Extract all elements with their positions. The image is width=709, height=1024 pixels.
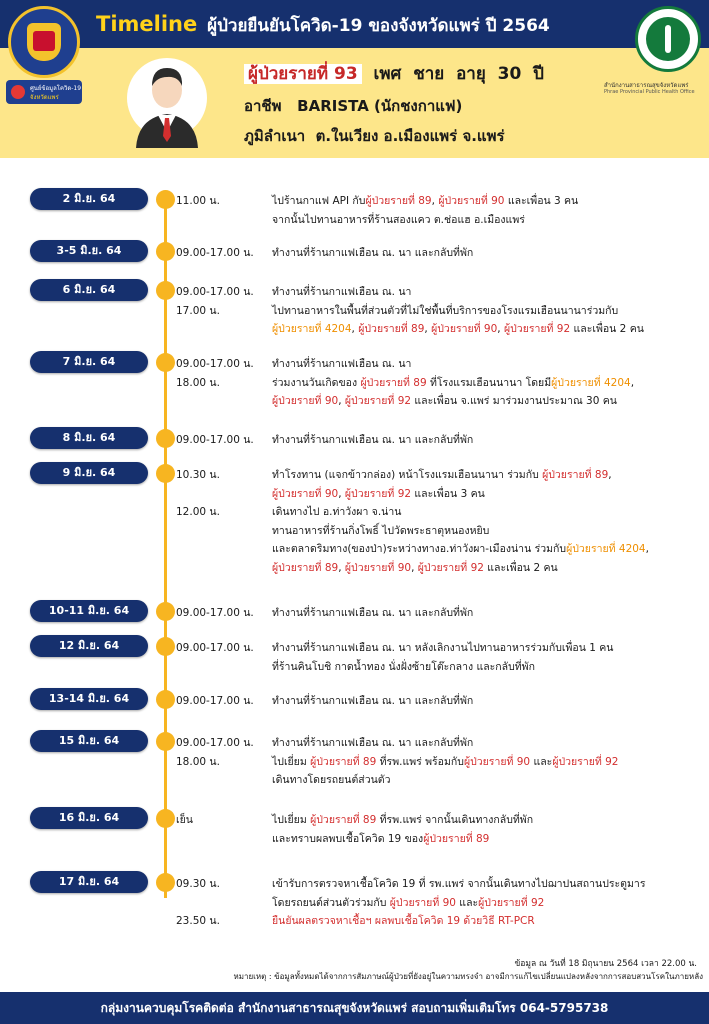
event-time: 09.30 น. bbox=[176, 878, 220, 890]
data-as-of-note: ข้อมูล ณ วันที่ 18 มิถุนายน 2564 เวลา 22.00 น. bbox=[514, 959, 697, 969]
title-bar bbox=[0, 0, 709, 48]
remark-note: หมายเหตุ : ข้อมูลทั้งหมดได้จากการสัมภาษณ์ผู้ป่วยที่ยังอยู่ในความทรงจำ อาจมีการแก้ไขเปลี่ยนแปลงหลังจากการสอบสวนโรคในภายหลัง bbox=[233, 972, 703, 981]
event-description: ไปทานอาหารในพื้นที่ส่วนตัวที่ไม่ใช่พื้นที่บริการของโรงแรมเฮือนนานาร่วมกับ bbox=[272, 304, 619, 317]
event-description: เดินทางโดยรถยนต์ส่วนตัว bbox=[272, 774, 391, 786]
event-time: 09.00-17.00 น. bbox=[176, 434, 254, 446]
timeline-dot bbox=[156, 429, 175, 448]
event-time: 09.00-17.00 น. bbox=[176, 695, 254, 707]
date-pill: 7 มิ.ย. 64 bbox=[30, 351, 148, 373]
age-value: 30 bbox=[497, 64, 522, 84]
covid-center-line1: ศูนย์ข้อมูลโควิด-19 bbox=[30, 85, 82, 92]
virus-icon bbox=[11, 85, 25, 99]
event-description: ที่ร้านคินโบชิ กาดน้ำทอง นั่งฝั่งซ้ายโต๊ะกลาง และกลับที่พัก bbox=[272, 660, 535, 673]
event-description: ทำโรงทาน (แจกข้าวกล่อง) หน้าโรงแรมเฮือนนานา ร่วมกับ ผู้ป่วยรายที่ 89, bbox=[272, 469, 612, 481]
title-keyword: Timeline bbox=[96, 12, 198, 36]
event-time: 09.00-17.00 น. bbox=[176, 247, 254, 259]
event-description: ผู้ป่วยรายที่ 90, ผู้ป่วยรายที่ 92 และเพื่อน 3 คน bbox=[272, 487, 485, 500]
patient-number: ผู้ป่วยรายที่ 93 bbox=[244, 64, 362, 84]
date-pill: 3-5 มิ.ย. 64 bbox=[30, 240, 148, 262]
event-description: ผู้ป่วยรายที่ 4204, ผู้ป่วยรายที่ 89, ผู้ป่วยรายที่ 90, ผู้ป่วยรายที่ 92 และเพื่อน 2 คน bbox=[272, 323, 644, 335]
event-description: ทำงานที่ร้านกาแฟเฮือน ณ. นา bbox=[272, 286, 412, 298]
event-time: 09.00-17.00 น. bbox=[176, 358, 254, 370]
occupation-value: BARISTA (นักชงกาแฟ) bbox=[297, 97, 463, 115]
event-description: ทานอาหารที่ร้านกิ่งโพธิ์ ไปวัดพระธาตุหนองหยิบ bbox=[272, 524, 490, 537]
event-description: ผู้ป่วยรายที่ 90, ผู้ป่วยรายที่ 92 และเพื่อน จ.แพร่ มาร่วมงานประมาณ 30 คน bbox=[272, 395, 617, 407]
date-pill: 9 มิ.ย. 64 bbox=[30, 462, 148, 484]
occupation-label: อาชีพ bbox=[244, 97, 282, 115]
sex-value: ชาย bbox=[413, 64, 445, 84]
event-description: เข้ารับการตรวจหาเชื้อโควิด 19 ที่ รพ.แพร่ จากนั้นเดินทางไปฌาปนสถานประตูมาร bbox=[272, 878, 646, 890]
patient-id-line bbox=[244, 60, 544, 87]
event-description: ทำงานที่ร้านกาแฟเฮือน ณ. นา และกลับที่พัก bbox=[272, 737, 474, 749]
event-time: 11.00 น. bbox=[176, 195, 220, 207]
timeline-dot bbox=[156, 464, 175, 483]
date-pill: 16 มิ.ย. 64 bbox=[30, 807, 148, 829]
event-description: ทำงานที่ร้านกาแฟเฮือน ณ. นา และกลับที่พัก bbox=[272, 695, 474, 707]
event-description: ยืนยันผลตรวจหาเชื้อฯ ผลพบเชื้อโควิด 19 ด้วยวิธี RT-PCR bbox=[272, 915, 535, 927]
timeline-dot bbox=[156, 190, 175, 209]
event-description: ทำงานที่ร้านกาแฟเฮือน ณ. นา หลังเลิกงานไปทานอาหารร่วมกับเพื่อน 1 คน bbox=[272, 642, 614, 654]
timeline-dot bbox=[156, 873, 175, 892]
date-pill: 10-11 มิ.ย. 64 bbox=[30, 600, 148, 622]
event-time: เย็น bbox=[176, 814, 193, 826]
event-description: จากนั้นไปทานอาหารที่ร้านสองแคว ต.ช่อแฮ อ.เมืองแพร่ bbox=[272, 213, 525, 226]
timeline-dot bbox=[156, 353, 175, 372]
event-description: ทำงานที่ร้านกาแฟเฮือน ณ. นา bbox=[272, 358, 412, 370]
event-time: 23.50 น. bbox=[176, 915, 220, 927]
event-description: ไปเยี่ยม ผู้ป่วยรายที่ 89 ที่รพ.แพร่ พร้อมกับผู้ป่วยรายที่ 90 และผู้ป่วยรายที่ 92 bbox=[272, 755, 619, 768]
timeline-dot bbox=[156, 242, 175, 261]
date-pill: 15 มิ.ย. 64 bbox=[30, 730, 148, 752]
event-time: 09.00-17.00 น. bbox=[176, 642, 254, 654]
patient-avatar-icon bbox=[126, 52, 208, 148]
event-time: 12.00 น. bbox=[176, 506, 220, 518]
event-time: 18.00 น. bbox=[176, 755, 220, 768]
event-time: 09.00-17.00 น. bbox=[176, 737, 254, 749]
event-description: ไปเยี่ยม ผู้ป่วยรายที่ 89 ที่รพ.แพร่ จากนั้นเดินทางกลับที่พัก bbox=[272, 814, 534, 826]
timeline-dot bbox=[156, 809, 175, 828]
event-description: ผู้ป่วยรายที่ 89, ผู้ป่วยรายที่ 90, ผู้ป่วยรายที่ 92 และเพื่อน 2 คน bbox=[272, 561, 558, 574]
event-description: และตลาดริมทาง(ของป่า)ระหว่างทางอ.ท่าวังผา-เมืองน่าน ร่วมกับผู้ป่วยรายที่ 4204, bbox=[272, 543, 649, 555]
hometown-value: ต.ในเวียง อ.เมืองแพร่ จ.แพร่ bbox=[315, 127, 505, 145]
sex-label: เพศ bbox=[373, 64, 402, 84]
timeline-dot bbox=[156, 732, 175, 751]
age-unit: ปี bbox=[533, 64, 544, 84]
date-pill: 12 มิ.ย. 64 bbox=[30, 635, 148, 657]
covid-center-badge bbox=[6, 80, 82, 104]
event-description: เดินทางไป อ.ท่าวังผา จ.น่าน bbox=[272, 506, 402, 518]
age-label: อายุ bbox=[456, 64, 486, 84]
event-time: 17.00 น. bbox=[176, 304, 220, 317]
timeline-dot bbox=[156, 690, 175, 709]
hometown-line bbox=[244, 124, 505, 148]
timeline-dot bbox=[156, 637, 175, 656]
event-time: 09.00-17.00 น. bbox=[176, 286, 254, 298]
event-time: 09.00-17.00 น. bbox=[176, 607, 254, 619]
province-seal-logo bbox=[8, 6, 80, 78]
date-pill: 6 มิ.ย. 64 bbox=[30, 279, 148, 301]
event-description: ทำงานที่ร้านกาแฟเฮือน ณ. นา และกลับที่พัก bbox=[272, 247, 474, 259]
occupation-line bbox=[244, 94, 462, 118]
event-description: ทำงานที่ร้านกาแฟเฮือน ณ. นา และกลับที่พัก bbox=[272, 607, 474, 619]
event-time: 10.30 น. bbox=[176, 469, 220, 481]
title-text: ผู้ป่วยยืนยันโควิด-19 ของจังหวัดแพร่ ปี 2564 bbox=[207, 16, 550, 36]
covid-center-line2: จังหวัดแพร่ bbox=[30, 94, 59, 101]
event-description: ทำงานที่ร้านกาแฟเฮือน ณ. นา และกลับที่พัก bbox=[272, 434, 474, 446]
date-pill: 2 มิ.ย. 64 bbox=[30, 188, 148, 210]
timeline-dot bbox=[156, 281, 175, 300]
timeline-axis bbox=[164, 196, 167, 898]
date-pill: 13-14 มิ.ย. 64 bbox=[30, 688, 148, 710]
moph-logo bbox=[635, 6, 701, 72]
event-description: ไปร้านกาแฟ API กับผู้ป่วยรายที่ 89, ผู้ป่วยรายที่ 90 และเพื่อน 3 คน bbox=[272, 195, 579, 207]
moph-office-name: สำนักงานสาธารณสุขจังหวัดแพร่ bbox=[604, 82, 689, 89]
timeline-dot bbox=[156, 602, 175, 621]
contact-bar: กลุ่มงานควบคุมโรคติดต่อ สำนักงานสาธารณสุขจังหวัดแพร่ สอบถามเพิ่มเติมโทร 064-5795738 bbox=[0, 992, 709, 1024]
event-description: โดยรถยนต์ส่วนตัวร่วมกับ ผู้ป่วยรายที่ 90 และผู้ป่วยรายที่ 92 bbox=[272, 896, 545, 909]
event-description: ร่วมงานวันเกิดของ ผู้ป่วยรายที่ 89 ที่โรงแรมเฮือนนานา โดยมีผู้ป่วยรายที่ 4204, bbox=[272, 376, 635, 389]
event-time: 18.00 น. bbox=[176, 376, 220, 389]
date-pill: 17 มิ.ย. 64 bbox=[30, 871, 148, 893]
date-pill: 8 มิ.ย. 64 bbox=[30, 427, 148, 449]
event-description: และทราบผลพบเชื้อโควิด 19 ของผู้ป่วยรายที่ 89 bbox=[272, 832, 490, 845]
page-title bbox=[96, 12, 616, 39]
hometown-label: ภูมิลำเนา bbox=[244, 127, 306, 145]
moph-office-name-en: Phrae Provincial Public Health Office bbox=[604, 89, 695, 95]
